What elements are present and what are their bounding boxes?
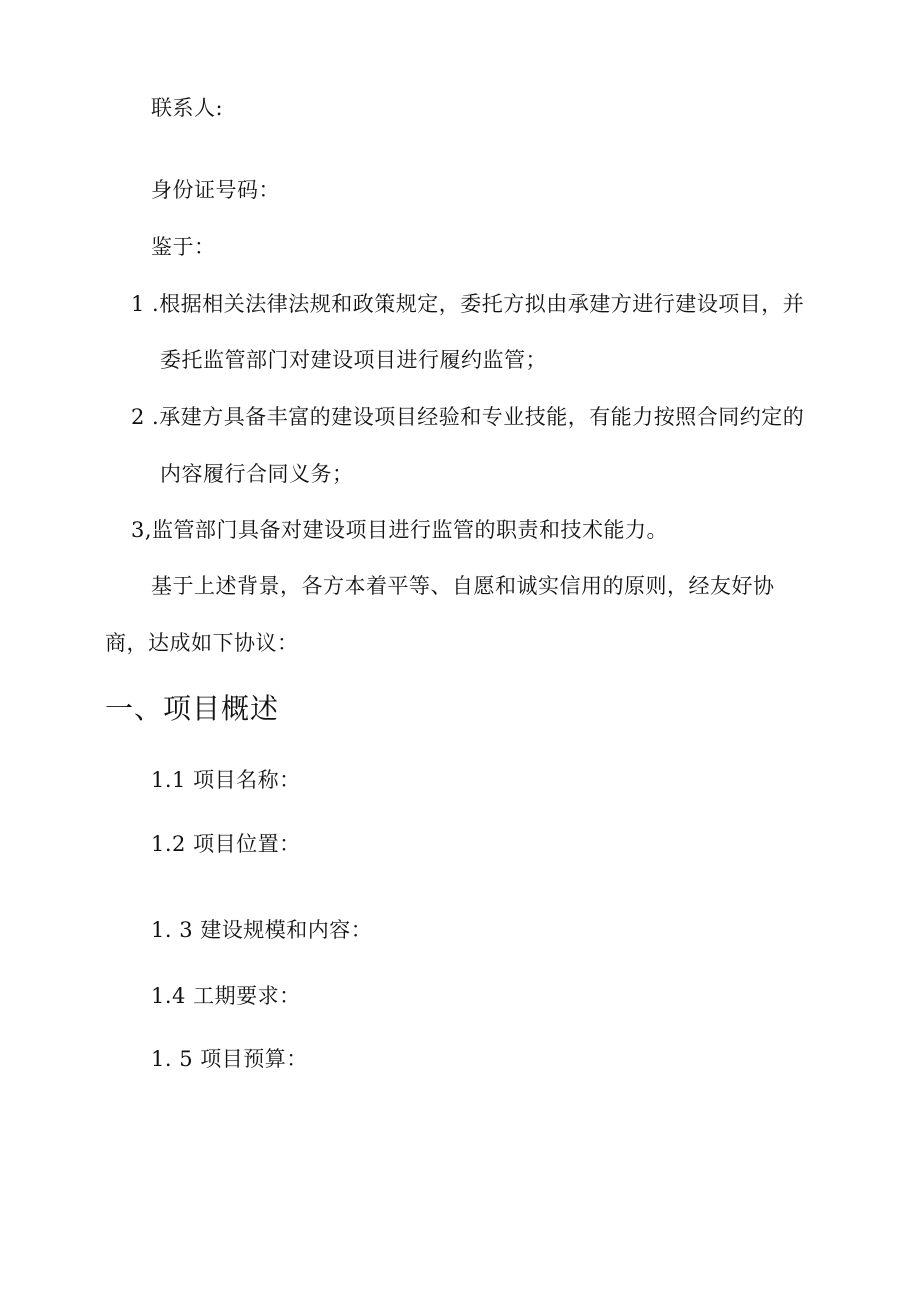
section-1-item-5: 1. 5 项目预算： bbox=[151, 1047, 308, 1071]
recital-3-line-1: 3,监管部门具备对建设项目进行监管的职责和技术能力。 bbox=[131, 518, 669, 542]
section-1-item-2: 1.2 项目位置： bbox=[151, 832, 301, 856]
recital-1-line-1: 1 .根据相关法律法规和政策规定，委托方拟由承建方进行建设项目，并 bbox=[131, 292, 805, 316]
contact-label: 联系人: bbox=[151, 96, 224, 120]
recital-2-line-1: 2 .承建方具备丰富的建设项目经验和专业技能，有能力按照合同约定的 bbox=[131, 405, 805, 429]
recital-1-line-2: 委托监管部门对建设项目进行履约监管； bbox=[160, 348, 547, 372]
recital-2-line-2: 内容履行合同义务； bbox=[160, 462, 354, 486]
whereas-label: 鉴于： bbox=[151, 235, 216, 259]
section-1-item-1: 1.1 项目名称： bbox=[151, 768, 301, 792]
section-1-item-4: 1.4 工期要求： bbox=[151, 984, 301, 1008]
section-1-item-3: 1. 3 建设规模和内容： bbox=[151, 918, 373, 942]
agreement-line-1: 基于上述背景，各方本着平等、自愿和诚实信用的原则，经友好协 bbox=[151, 574, 775, 598]
id-number-label: 身份证号码： bbox=[151, 178, 280, 202]
agreement-line-2: 商，达成如下协议： bbox=[105, 631, 299, 655]
section-1-title: 一、项目概述 bbox=[105, 692, 280, 725]
